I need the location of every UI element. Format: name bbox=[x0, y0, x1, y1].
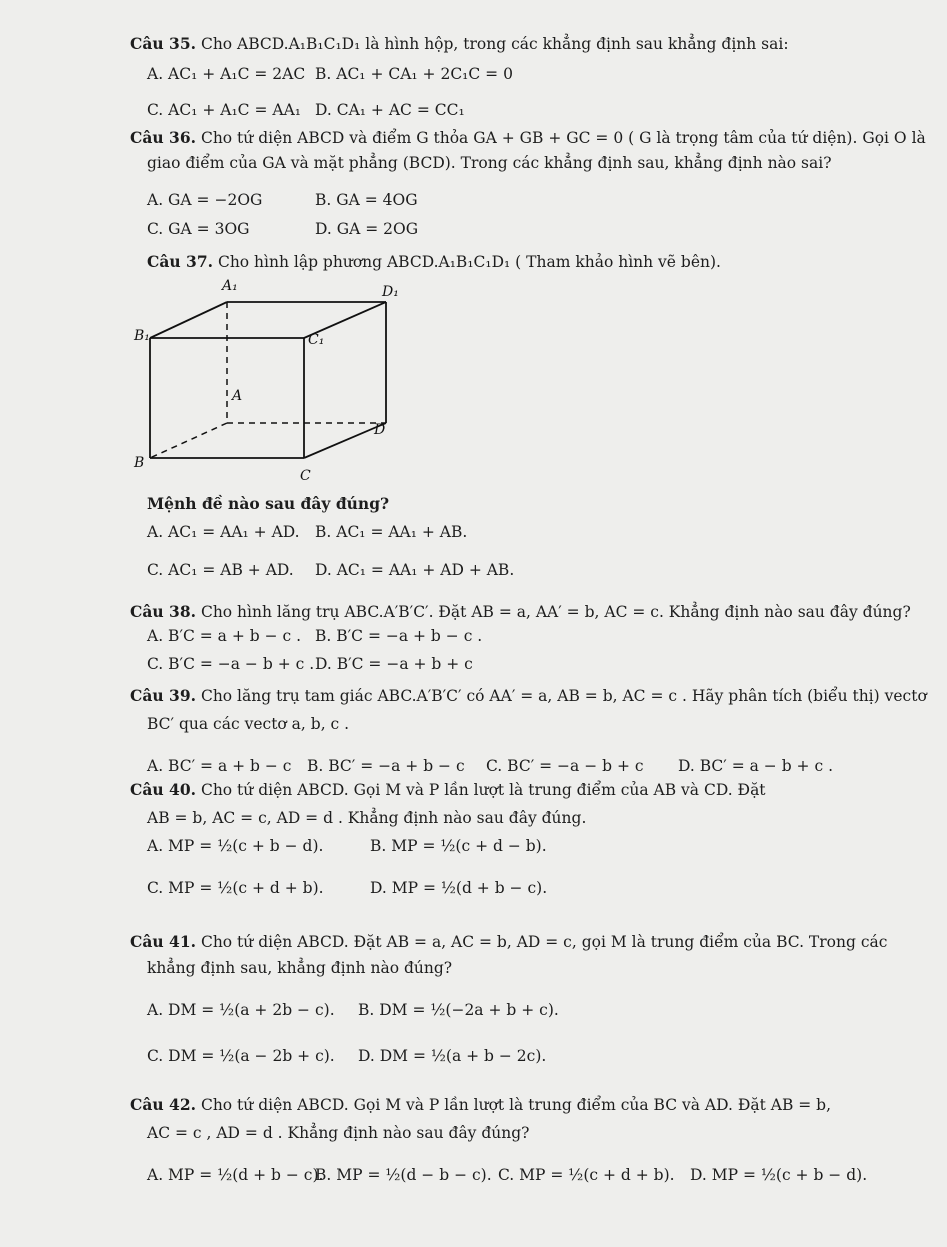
q35-label: Câu 35. bbox=[130, 34, 197, 53]
q36-option-c[interactable]: C. GA = 3OG bbox=[147, 220, 250, 238]
q39-option-a[interactable]: A. BC′ = a + b − c bbox=[147, 757, 292, 775]
q35-stem bbox=[130, 34, 789, 54]
vertex-label-c1: C₁ bbox=[308, 332, 325, 348]
q36-stem-line1 bbox=[130, 128, 926, 148]
q39-line1: Cho lăng trụ tam giác ABC.A′B′C′ có AA′ = a, AB = b, AC = c . Hãy phân tích (biểu thị) vectơ bbox=[200, 687, 927, 705]
q42-option-a[interactable]: A. MP = ½(d + b − c). bbox=[147, 1166, 324, 1184]
q42-option-c[interactable]: C. MP = ½(c + d + b). bbox=[498, 1166, 675, 1184]
q37-stem bbox=[147, 252, 721, 272]
q42-label: Câu 42. bbox=[130, 1095, 197, 1114]
q36-line1: Cho tứ diện ABCD và điểm G thỏa GA + GB + GC = 0 ( G là trọng tâm của tứ diện). Gọi O là bbox=[200, 129, 926, 147]
q38-label: Câu 38. bbox=[130, 602, 197, 621]
q40-option-d[interactable]: D. MP = ½(d + b − c). bbox=[370, 879, 548, 897]
q37-text: Cho hình lập phương ABCD.A₁B₁C₁D₁ ( Tham khảo hình vẽ bên). bbox=[217, 253, 721, 271]
vertex-label-c: C bbox=[300, 468, 311, 484]
q42-line1: Cho tứ diện ABCD. Gọi M và P lần lượt là trung điểm của BC và AD. Đặt AB = b, bbox=[200, 1096, 832, 1114]
q37-option-b[interactable]: B. AC₁ = AA₁ + AB. bbox=[315, 523, 468, 541]
q41-option-a[interactable]: A. DM = ½(a + 2b − c). bbox=[147, 1001, 335, 1019]
q37-label: Câu 37. bbox=[147, 252, 214, 271]
q40-line2: AB = b, AC = c, AD = d . Khẳng định nào sau đây đúng. bbox=[147, 809, 587, 827]
q37-option-a[interactable]: A. AC₁ = AA₁ + AD. bbox=[147, 523, 300, 541]
q41-label: Câu 41. bbox=[130, 932, 197, 951]
q41-stem-line1 bbox=[130, 932, 887, 952]
q38-option-d[interactable]: D. B′C = −a + b + c bbox=[315, 655, 473, 673]
q39-option-c[interactable]: C. BC′ = −a − b + c bbox=[486, 757, 644, 775]
q35-text: Cho ABCD.A₁B₁C₁D₁ là hình hộp, trong các khẳng định sau khẳng định sai: bbox=[200, 35, 789, 53]
q39-option-b[interactable]: B. BC′ = −a + b − c bbox=[307, 757, 465, 775]
q35-option-c[interactable]: C. AC₁ + A₁C = AA₁ bbox=[147, 101, 301, 119]
q39-stem-line1 bbox=[130, 686, 927, 706]
q40-stem-line1 bbox=[130, 780, 766, 800]
q38-option-b[interactable]: B. B′C = −a + b − c . bbox=[315, 627, 483, 645]
q35-option-a[interactable]: A. AC₁ + A₁C = 2AC bbox=[147, 65, 306, 83]
q37-option-c[interactable]: C. AC₁ = AB + AD. bbox=[147, 561, 294, 579]
q41-option-c[interactable]: C. DM = ½(a − 2b + c). bbox=[147, 1047, 335, 1065]
q35-option-b[interactable]: B. AC₁ + CA₁ + 2C₁C = 0 bbox=[315, 65, 513, 83]
q42-stem-line1 bbox=[130, 1095, 831, 1115]
q40-option-c[interactable]: C. MP = ½(c + d + b). bbox=[147, 879, 324, 897]
q40-line1: Cho tứ diện ABCD. Gọi M và P lần lượt là trung điểm của AB và CD. Đặt bbox=[200, 781, 766, 799]
q42-option-b[interactable]: B. MP = ½(d − b − c). bbox=[315, 1166, 492, 1184]
q36-option-a[interactable]: A. GA = −2OG bbox=[147, 191, 263, 209]
q42-line2: AC = c , AD = d . Khẳng định nào sau đây đúng? bbox=[147, 1124, 530, 1142]
q39-line2: BC′ qua các vectơ a, b, c . bbox=[147, 715, 350, 733]
vertex-label-a1: A₁ bbox=[222, 278, 238, 294]
vertex-label-d: D bbox=[374, 422, 386, 438]
q42-option-d[interactable]: D. MP = ½(c + b − d). bbox=[690, 1166, 868, 1184]
q41-line2: khẳng định sau, khẳng định nào đúng? bbox=[147, 959, 453, 977]
q37-question: Mệnh đề nào sau đây đúng? bbox=[147, 494, 390, 513]
q36-label: Câu 36. bbox=[130, 128, 197, 147]
q37-option-d[interactable]: D. AC₁ = AA₁ + AD + AB. bbox=[315, 561, 515, 579]
vertex-label-b: B bbox=[134, 455, 145, 471]
q36-line2: giao điểm của GA và mặt phẳng (BCD). Trong các khẳng định sau, khẳng định nào sai? bbox=[147, 154, 832, 172]
q38-option-c[interactable]: C. B′C = −a − b + c . bbox=[147, 655, 315, 673]
q38-text: Cho hình lăng trụ ABC.A′B′C′. Đặt AB = a, AA′ = b, AC = c. Khẳng định nào sau đây đúng? bbox=[200, 603, 911, 621]
vertex-label-d1: D₁ bbox=[382, 284, 399, 300]
q36-option-b[interactable]: B. GA = 4OG bbox=[315, 191, 418, 209]
q39-option-d[interactable]: D. BC′ = a − b + c . bbox=[678, 757, 834, 775]
q38-option-a[interactable]: A. B′C = a + b − c . bbox=[147, 627, 302, 645]
q41-line1: Cho tứ diện ABCD. Đặt AB = a, AC = b, AD = c, gọi M là trung điểm của BC. Trong các bbox=[200, 933, 888, 951]
q41-option-d[interactable]: D. DM = ½(a + b − 2c). bbox=[358, 1047, 547, 1065]
vertex-label-b1: B₁ bbox=[134, 328, 150, 344]
q39-label: Câu 39. bbox=[130, 686, 197, 705]
vertex-label-a: A bbox=[232, 388, 243, 404]
q40-label: Câu 40. bbox=[130, 780, 197, 799]
q40-option-b[interactable]: B. MP = ½(c + d − b). bbox=[370, 837, 547, 855]
q35-option-d[interactable]: D. CA₁ + AC = CC₁ bbox=[315, 101, 465, 119]
cube-figure bbox=[128, 276, 408, 486]
q38-stem bbox=[130, 602, 911, 622]
q36-option-d[interactable]: D. GA = 2OG bbox=[315, 220, 419, 238]
q40-option-a[interactable]: A. MP = ½(c + b − d). bbox=[147, 837, 324, 855]
q41-option-b[interactable]: B. DM = ½(−2a + b + c). bbox=[358, 1001, 559, 1019]
